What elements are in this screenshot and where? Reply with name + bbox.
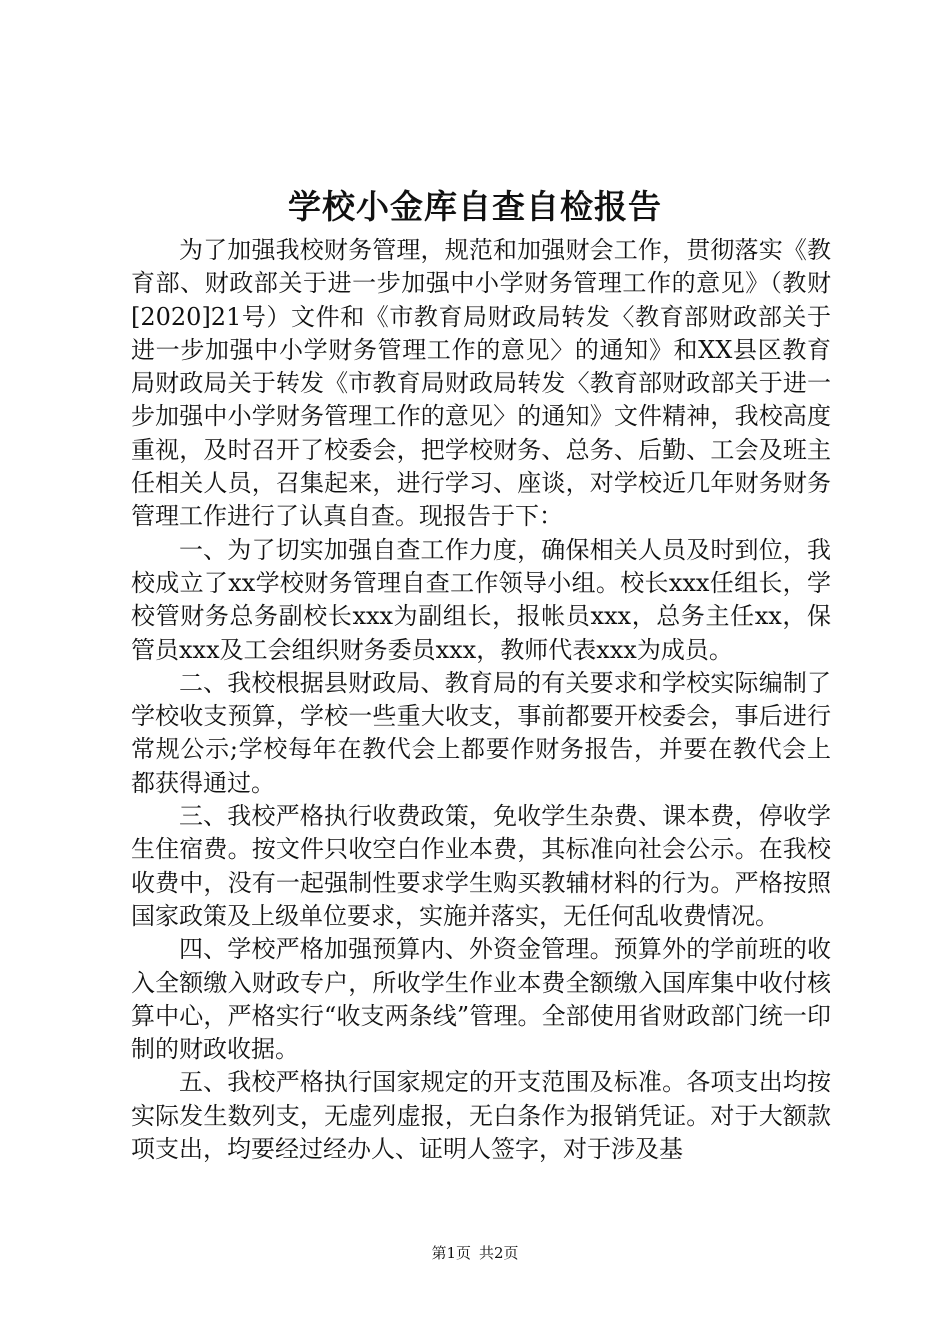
paragraph-intro: 为了加强我校财务管理，规范和加强财会工作，贯彻落实《教育部、财政部关于进一步加强中小学财务管理工作的意见》（教财[2020]21号）文件和《市教育局财政局转发〈教育部财政部关于进一步加强中小学财务管理工作的意见〉的通知》和XX县区教育局财政局关于转发《市教育局财政局转发〈教育部财政部关于进一步加强中小学财务管理工作的意见〉的通知》文件精神，我校高度重视，及时召开了校委会，把学校财务、总务、后勤、工会及班主任相关人员，召集起来，进行学习、座谈，对学校近几年财务财务管理工作进行了认真自查。现报告于下：: [131, 236, 831, 531]
document-body: [131, 234, 831, 1166]
paragraph-2: 二、我校根据县财政局、教育局的有关要求和学校实际编制了学校收支预算，学校一些重大收支，事前都要开校委会，事后进行常规公示;学校每年在教代会上都要作财务报告，并要在教代会上都获得通过。: [131, 668, 831, 797]
page-total: 共2页: [479, 1244, 519, 1262]
page-number: 第1页: [431, 1244, 471, 1262]
document-title: 学校小金库自查自检报告: [288, 187, 662, 226]
paragraph-5: 五、我校严格执行国家规定的开支范围及标准。各项支出均按实际发生数列支，无虚列虚报，无白条作为报销凭证。对于大额款项支出，均要经过经办人、证明人签字，对于涉及基: [131, 1068, 831, 1164]
page-footer: [0, 1243, 950, 1263]
paragraph-3: 三、我校严格执行收费政策，免收学生杂费、课本费，停收学生住宿费。按文件只收空白作业本费，其标准向社会公示。在我校收费中，没有一起强制性要求学生购买教辅材料的行为。严格按照国家政策及上级单位要求，实施并落实，无任何乱收费情况。: [131, 802, 831, 930]
paragraph-4: 四、学校严格加强预算内、外资金管理。预算外的学前班的收入全额缴入财政专户，所收学生作业本费全额缴入国库集中收付核算中心，严格实行“收支两条线”管理。全部使用省财政部门统一印制的财政收据。: [131, 935, 831, 1064]
paragraph-1: 一、为了切实加强自查工作力度，确保相关人员及时到位，我校成立了xx学校财务管理自查工作领导小组。校长xxx任组长，学校管财务总务副校长xxx为副组长，报帐员xxx，总务主任xx，保管员xxx及工会组织财务委员xxx，教师代表xxx为成员。: [131, 535, 831, 664]
